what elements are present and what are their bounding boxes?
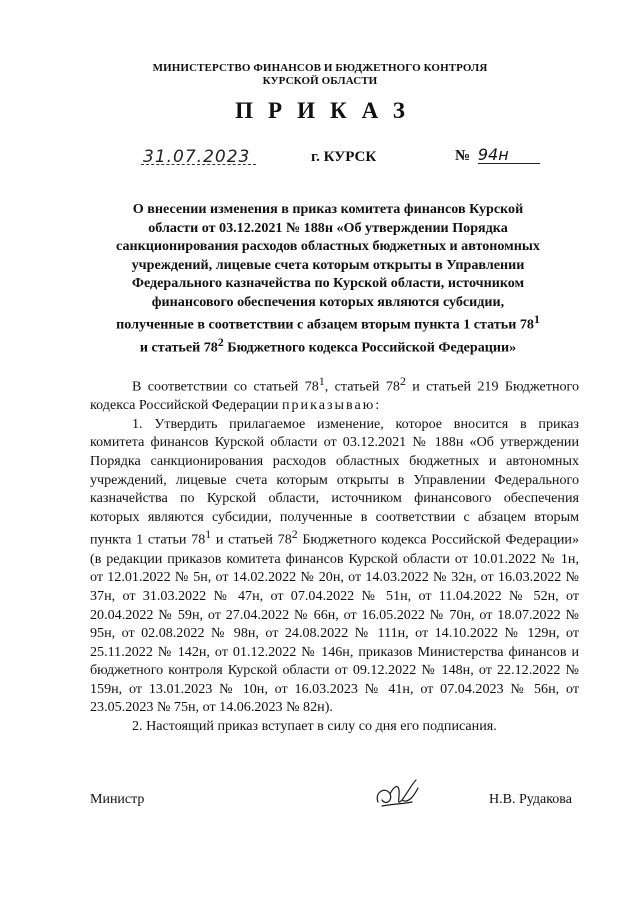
order-city: г. КУРСК bbox=[311, 149, 377, 165]
intro-paragraph bbox=[90, 373, 579, 415]
subject-line bbox=[108, 334, 548, 357]
intro-text: : bbox=[375, 397, 380, 414]
subject-line: О внесении изменения в приказ комитета финансов Курской bbox=[132, 201, 524, 217]
handwritten-signature bbox=[372, 776, 432, 812]
order-verb: приказываю bbox=[281, 397, 376, 414]
document-type-title: ПРИКАЗ bbox=[235, 98, 420, 123]
superscript: 2 bbox=[217, 336, 224, 350]
superscript: 1 bbox=[205, 528, 212, 542]
ministry-line-1: МИНИСТЕРСТВО ФИНАНСОВ И БЮДЖЕТНОГО КОНТРОЛЯ bbox=[152, 62, 488, 74]
subject-line: санкционирования расходов областных бюджетных и автономных bbox=[116, 238, 540, 254]
subject-line: финансового обеспечения которых являются субсидии, bbox=[151, 293, 505, 310]
subject-text: полученные в соответствии с абзацем вторым пункта 1 статьи 78 bbox=[116, 316, 534, 333]
signatory-name: Н.В. Рудакова bbox=[489, 792, 572, 807]
order-body bbox=[90, 373, 579, 736]
intro-text: , статьей 78 bbox=[324, 378, 400, 395]
superscript: 2 bbox=[399, 375, 406, 388]
subject-line bbox=[108, 311, 548, 334]
order-date: 31.07.2023 bbox=[143, 147, 250, 171]
intro-text: и статьей 219 Бюджетного кодекса Российской Федерации bbox=[90, 378, 580, 414]
superscript: 1 bbox=[318, 375, 325, 388]
ministry-header bbox=[0, 62, 640, 88]
subject-text: и статьей 78 bbox=[139, 339, 218, 356]
subject-text: Бюджетного кодекса Российской Федерации» bbox=[223, 339, 517, 356]
item-2-paragraph: 2. Настоящий приказ вступает в силу со дня его подписания. bbox=[132, 718, 497, 735]
subject-line: учреждений, лицевые счета которым открыты в Управлении bbox=[131, 256, 525, 273]
number-sign: № bbox=[455, 148, 471, 164]
ministry-line-2: КУРСКОЙ ОБЛАСТИ bbox=[262, 75, 378, 87]
order-number bbox=[455, 147, 540, 171]
intro-text: В соответствии со статьей 78 bbox=[132, 378, 319, 395]
item-1-text: 1. Утвердить прилагаемое изменение, которое вносится в приказ комитета финансов Курской области от 03.12.2021 № 188н «Об утверждении Порядка санкционирования расходов областных бюджетных и автономных учреждений, лицевые счета которым открыты в Управлении Федерального казначейства по Курской области, источником финансового обеспечения которых являются субсидии, полученные в соответствии с абзацем вторым пункта 1 статьи 78 bbox=[90, 415, 579, 549]
subject-line: области от 03.12.2021 № 188н «Об утверждении Порядка bbox=[148, 219, 508, 236]
order-subject bbox=[108, 200, 548, 357]
superscript: 2 bbox=[291, 528, 298, 542]
item-1-paragraph bbox=[90, 415, 579, 717]
subject-line: Федерального казначейства по Курской области, источником bbox=[131, 275, 525, 291]
number-value: 94н bbox=[478, 147, 540, 164]
superscript: 1 bbox=[533, 313, 540, 326]
signatory-role: Министр bbox=[90, 792, 145, 807]
item-1-text: и статьей 78 bbox=[211, 532, 292, 549]
item-1-text: Бюджетного кодекса Российской Федерации» (в редакции приказов комитета финансов Курской области от 10.01.2022 № 1н, от 12.01.2022 № 5н, от 14.02.2022 № 20н, от 14.03.2022 № 32н, от 16.03.2022 № 37н, от 31.03.2022 № 47н, от 07.04.2022 № 51н, от 11.04.2022 № 52н, от 20.04.2022 № 59н, от 27.04.2022 № 66н, от 16.05.2022 № 70н, от 18.07.2022 № 95н, от 02.08.2022 № 98н, от 24.08.2022 № 111н, от 14.10.2022 № 129н, от 25.11.2022 № 142н, от 01.12.2022 № 146н, приказов Министерства финансов и бюджетного контроля Курской области от 09.12.2022 № 148н, от 22.12.2022 № 159н, от 13.01.2023 № 10н, от 16.03.2023 № 41н, от 07.04.2023 № 56н, от 23.05.2023 № 75н, от 14.06.2023 № 82н). bbox=[90, 532, 579, 716]
